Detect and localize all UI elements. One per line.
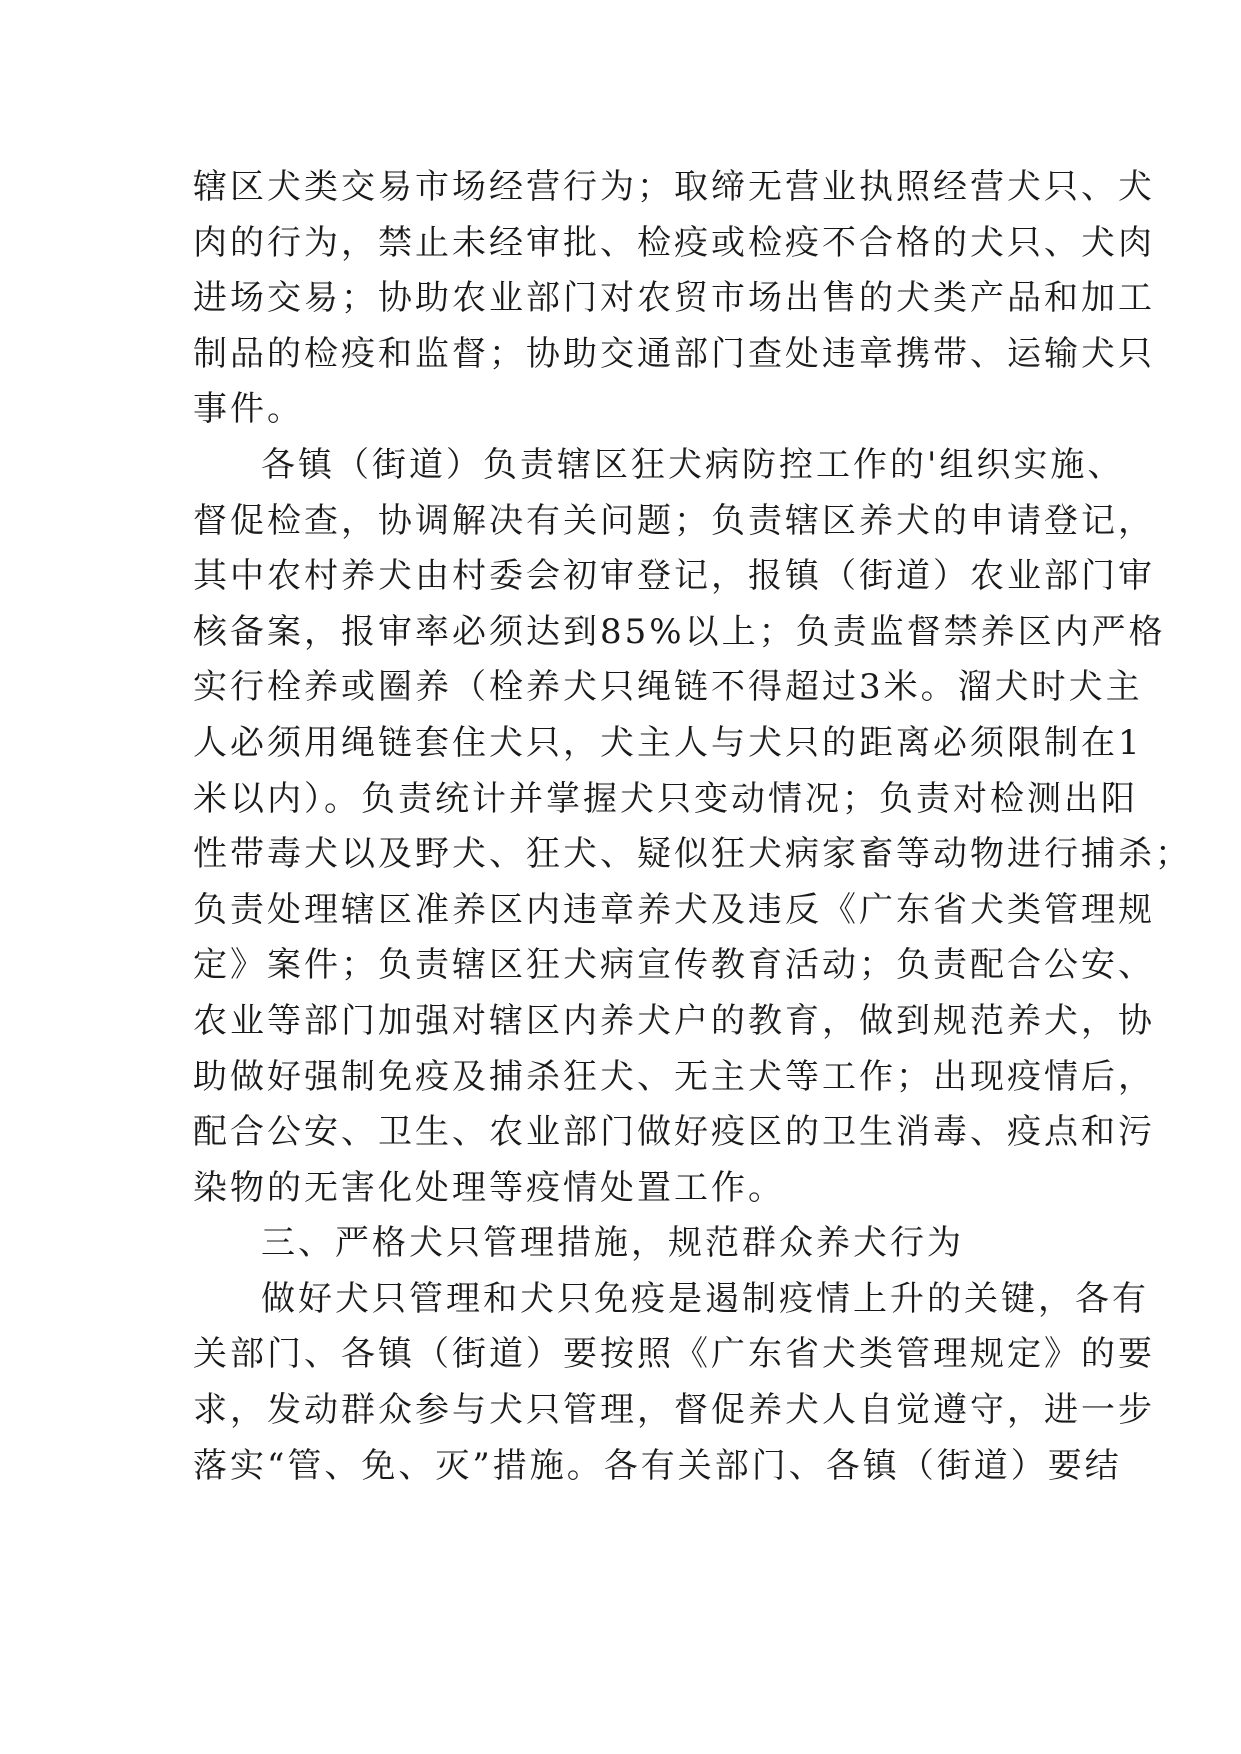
text-line: 落实“管、免、灭”措施。各有关部门、各镇（街道）要结: [193, 1445, 1122, 1486]
text-line: 制品的检疫和监督；协助交通部门查处违章携带、运输犬只: [193, 333, 1155, 374]
text-line: 督促检查，协调解决有关问题；负责辖区养犬的申请登记，: [193, 500, 1155, 541]
paragraph-first-line: 各镇（街道）负责辖区狂犬病防控工作的'组织实施、: [261, 444, 1125, 485]
text-line: 负责处理辖区准养区内违章养犬及违反《广东省犬类管理规: [193, 889, 1155, 930]
text-line: 其中农村养犬由村委会初审登记，报镇（街道）农业部门审: [193, 556, 1155, 597]
text-line: 实行栓养或圈养（栓养犬只绳链不得超过3米。溜犬时犬主: [193, 667, 1143, 708]
text-line: 定》案件；负责辖区狂犬病宣传教育活动；负责配合公安、: [193, 945, 1155, 986]
document-body: [193, 160, 1192, 1494]
text-line: 肉的行为，禁止未经审批、检疫或检疫不合格的犬只、犬肉: [193, 222, 1155, 263]
text-line: 配合公安、卫生、农业部门做好疫区的卫生消毒、疫点和污: [193, 1112, 1155, 1153]
text-line: 事件。: [193, 389, 304, 430]
text-line: 性带毒犬以及野犬、狂犬、疑似狂犬病家畜等动物进行捕杀；: [193, 834, 1192, 875]
text-line: 助做好强制免疫及捕杀狂犬、无主犬等工作；出现疫情后，: [193, 1056, 1155, 1097]
text-line: 米以内）。负责统计并掌握犬只变动情况；负责对检测出阳: [193, 778, 1138, 819]
text-line: 关部门、各镇（街道）要按照《广东省犬类管理规定》的要: [193, 1334, 1155, 1375]
text-line: 核备案，报审率必须达到85%以上；负责监督禁养区内严格: [193, 611, 1166, 652]
text-line: 进场交易；协助农业部门对农贸市场出售的犬类产品和加工: [193, 278, 1155, 319]
text-line: 染物的无害化处理等疫情处置工作。: [193, 1167, 785, 1208]
paragraph-first-line: 三、严格犬只管理措施，规范群众养犬行为: [261, 1223, 964, 1264]
text-line: 农业等部门加强对辖区内养犬户的教育，做到规范养犬，协: [193, 1000, 1155, 1041]
text-line: 辖区犬类交易市场经营行为；取缔无营业执照经营犬只、犬: [193, 167, 1155, 207]
text-line: 人必须用绳链套住犬只，犬主人与犬只的距离必须限制在1: [193, 722, 1143, 763]
paragraph-first-line: 做好犬只管理和犬只免疫是遏制疫情上升的关键，各有: [261, 1278, 1149, 1319]
text-line: 求，发动群众参与犬只管理，督促养犬人自觉遵守，进一步: [193, 1390, 1155, 1431]
